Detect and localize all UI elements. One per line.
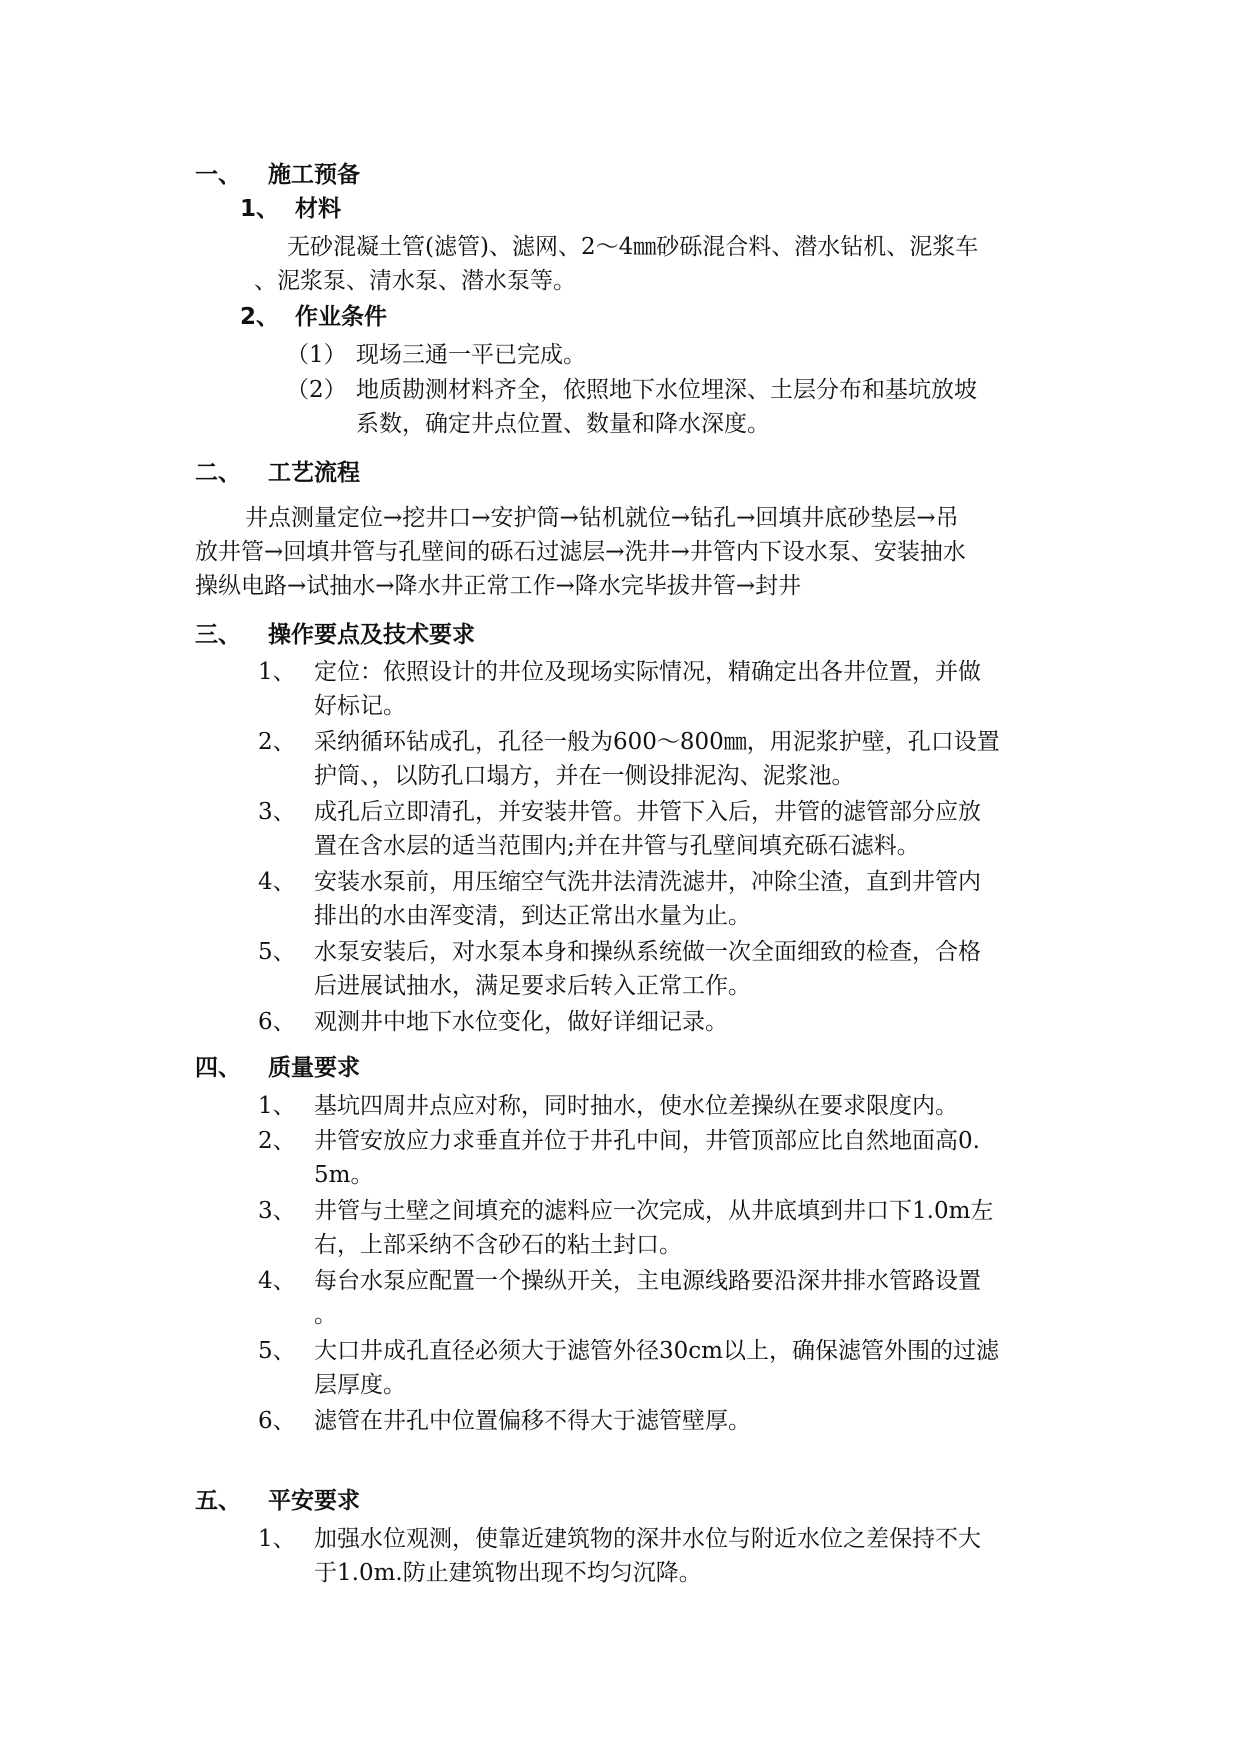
section-number: 四、 bbox=[195, 1055, 241, 1081]
item-text: 基坑四周井点应对称，同时抽水，使水位差操纵在要求限度内。 bbox=[314, 1093, 958, 1119]
section-number: 三、 bbox=[195, 622, 241, 648]
section-title: 施工预备 bbox=[268, 162, 360, 188]
section-title: 平安要求 bbox=[268, 1488, 360, 1514]
item-text: 安装水泵前，用压缩空气洗井法清洗滤井，冲除尘渣，直到井管内 bbox=[314, 869, 981, 895]
item-number: 6、 bbox=[258, 1009, 296, 1035]
section-title: 工艺流程 bbox=[268, 460, 360, 486]
item-number: 3、 bbox=[258, 799, 296, 825]
item-text: 加强水位观测，使靠近建筑物的深井水位与附近水位之差保持不大 bbox=[314, 1526, 981, 1552]
item-text-continued: 系数，确定井点位置、数量和降水深度。 bbox=[356, 411, 770, 437]
item-number: 1、 bbox=[258, 1526, 296, 1552]
item-text-continued: 右，上部采纳不含砂石的粘土封口。 bbox=[314, 1232, 682, 1258]
item-text: 井管安放应力求垂直并位于井孔中间，井管顶部应比自然地面高0. bbox=[314, 1128, 980, 1154]
item-text-continued: 置在含水层的适当范围内;并在井管与孔壁间填充砾石滤料。 bbox=[314, 833, 920, 859]
subsection-title: 作业条件 bbox=[295, 304, 387, 330]
subsection-title: 材料 bbox=[295, 196, 341, 222]
item-text: 现场三通一平已完成。 bbox=[356, 342, 586, 368]
item-number: （1） bbox=[286, 342, 347, 368]
item-number: 5、 bbox=[258, 939, 296, 965]
item-text: 采纳循环钻成孔，孔径一般为600～800㎜，用泥浆护壁，孔口设置 bbox=[314, 729, 1000, 755]
item-text-continued: 护筒、，以防孔口塌方，并在一侧设排泥沟、泥浆池。 bbox=[314, 763, 855, 789]
item-text-continued: 排出的水由浑变清，到达正常出水量为止。 bbox=[314, 903, 751, 929]
item-text: 水泵安装后，对水泵本身和操纵系统做一次全面细致的检查，合格 bbox=[314, 939, 981, 965]
item-number: 5、 bbox=[258, 1338, 296, 1364]
section-title: 操作要点及技术要求 bbox=[268, 622, 475, 648]
item-text: 每台水泵应配置一个操纵开关，主电源线路要沿深井排水管路设置 bbox=[314, 1268, 981, 1294]
item-number: 6、 bbox=[258, 1408, 296, 1434]
paragraph-line: 放井管→回填井管与孔壁间的砾石过滤层→洗井→井管内下设水泵、安装抽水 bbox=[195, 539, 966, 565]
paragraph-line: 操纵电路→试抽水→降水井正常工作→降水完毕拔井管→封井 bbox=[195, 573, 802, 599]
section-title: 质量要求 bbox=[268, 1055, 360, 1081]
item-number: 1、 bbox=[258, 659, 296, 685]
item-text-continued: 层厚度。 bbox=[314, 1372, 406, 1398]
item-number: 1、 bbox=[258, 1093, 296, 1119]
item-text: 大口井成孔直径必须大于滤管外径30cm以上，确保滤管外围的过滤 bbox=[314, 1338, 999, 1364]
paragraph-line: 无砂混凝土管(滤管)、滤网、2～4㎜砂砾混合料、潜水钻机、泥浆车 bbox=[287, 234, 979, 260]
subsection-number: 2、 bbox=[240, 304, 280, 330]
paragraph-line: 、泥浆泵、清水泵、潜水泵等。 bbox=[254, 268, 576, 294]
item-text-continued: 后进展试抽水，满足要求后转入正常工作。 bbox=[314, 973, 751, 999]
item-number: 2、 bbox=[258, 1128, 296, 1154]
item-text: 定位：依照设计的井位及现场实际情况，精确定出各井位置，并做 bbox=[314, 659, 981, 685]
item-number: 4、 bbox=[258, 1268, 296, 1294]
item-text-continued: 好标记。 bbox=[314, 693, 406, 719]
item-text: 井管与土壁之间填充的滤料应一次完成，从井底填到井口下1.0m左 bbox=[314, 1198, 994, 1224]
item-text: 地质勘测材料齐全，依照地下水位埋深、土层分布和基坑放坡 bbox=[356, 377, 977, 403]
section-number: 二、 bbox=[195, 460, 241, 486]
paragraph-line: 井点测量定位→挖井口→安护筒→钻机就位→钻孔→回填井底砂垫层→吊 bbox=[245, 505, 959, 531]
item-text-continued: 5m。 bbox=[314, 1162, 374, 1188]
item-number: 4、 bbox=[258, 869, 296, 895]
item-text: 观测井中地下水位变化，做好详细记录。 bbox=[314, 1009, 728, 1035]
section-number: 五、 bbox=[195, 1488, 241, 1514]
section-number: 一、 bbox=[195, 162, 241, 188]
item-text-continued: 于1.0m.防止建筑物出现不均匀沉降。 bbox=[314, 1560, 702, 1586]
item-text-continued: 。 bbox=[314, 1302, 337, 1328]
item-text: 成孔后立即清孔，并安装井管。井管下入后，井管的滤管部分应放 bbox=[314, 799, 981, 825]
subsection-number: 1、 bbox=[240, 196, 280, 222]
item-number: 2、 bbox=[258, 729, 296, 755]
item-text: 滤管在井孔中位置偏移不得大于滤管壁厚。 bbox=[314, 1408, 751, 1434]
item-number: （2） bbox=[286, 377, 347, 403]
item-number: 3、 bbox=[258, 1198, 296, 1224]
